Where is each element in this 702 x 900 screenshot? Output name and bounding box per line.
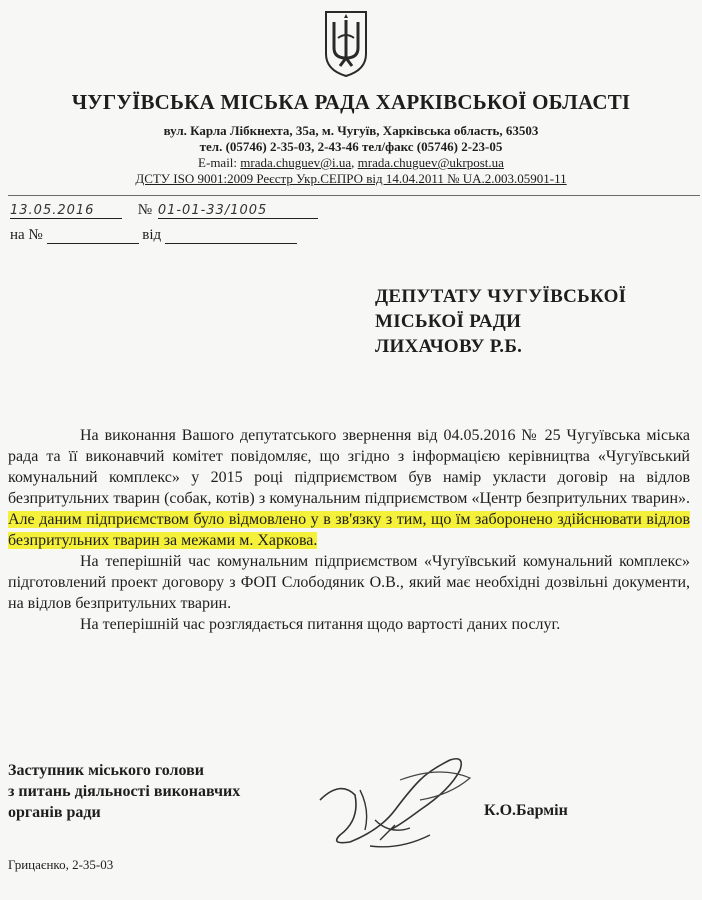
reply-reference-row [10, 227, 297, 244]
trident-emblem-icon [322, 8, 370, 78]
registration-number-label: № [137, 202, 153, 218]
reply-prefix: на № [10, 227, 43, 243]
reply-number-blank [47, 229, 139, 244]
paragraph-1-text: На виконання Вашого депутатського звернення від 04.05.2016 № 25 Чугуївська міська рада та її виконавчий комітет повідомляє, що згідно з інформацією керівництва «Чугуївський комунальний комплекс» у 2015 році підприємством був намір укласти договір на відлов безпритульних тварин (собак, котів) з комунальним підприємством «Центр безпритульних тварин». [8, 427, 690, 507]
paragraph-1 [8, 425, 690, 551]
highlighted-text: Але даним підприємством було відмовлено у в зв'язку з тим, що їм заборонено здійснювати відлов безпритульних тварин за межами м. Харкова. [8, 511, 690, 549]
addressee-block [375, 284, 626, 359]
signatory-position [8, 760, 240, 823]
position-line-1: Заступник міського голови [8, 762, 204, 779]
registration-date: 13.05.2016 [10, 203, 122, 219]
signatory-name: К.О.Бармін [484, 802, 568, 819]
header-divider [8, 195, 700, 196]
addressee-line-2: МІСЬКОЇ РАДИ [375, 311, 522, 332]
phone-line: тел. (05746) 2-35-03, 2-43-46 тел/факс (05746) 2-23-05 [199, 139, 503, 154]
addressee-line-1: ДЕПУТАТУ ЧУГУЇВСЬКОЇ [375, 286, 627, 307]
address-line: вул. Карла Лібкнехта, 35а, м. Чугуїв, Харківська область, 63503 [163, 123, 539, 138]
address-block [0, 123, 702, 187]
addressee-line-3: ЛИХАЧОВУ Р.Б. [375, 336, 523, 357]
reply-date-blank [165, 229, 297, 244]
email-link-1[interactable]: mrada.chuguev@i.ua [240, 155, 352, 170]
paragraph-2: На теперішній час комунальним підприємством «Чугуївський комунальний комплекс» підготовлений проект договору з ФОП Слободяник О.В., який має необхідні дозвільні документи, на відлов безпритульних тварин. [8, 553, 690, 612]
position-line-3: органів ради [8, 804, 101, 821]
executor-contact: Грицаєнко, 2-35-03 [8, 857, 114, 872]
email-link-2[interactable]: mrada.chuguev@ukrpost.ua [357, 155, 504, 170]
letter-body [8, 425, 690, 635]
email-separator: , [351, 155, 358, 170]
certification-line: ДСТУ ISO 9001:2009 Реєстр Укр.СЕПРО від 14.04.2011 № UA.2.003.05901-11 [135, 171, 567, 186]
email-line [0, 155, 702, 171]
registration-number: 01-01-33/1005 [158, 203, 318, 219]
handwritten-signature-icon [300, 750, 490, 860]
paragraph-3: На теперішній час розглядається питання щодо вартості даних послуг. [80, 616, 561, 633]
registration-row [10, 202, 318, 219]
reply-from-label: від [142, 227, 162, 243]
position-line-2: з питань діяльності виконавчих [8, 783, 241, 800]
organization-title: ЧУГУЇВСЬКА МІСЬКА РАДА ХАРКІВСЬКОЇ ОБЛАСТІ [71, 90, 631, 114]
email-prefix: E-mail: [198, 155, 241, 170]
